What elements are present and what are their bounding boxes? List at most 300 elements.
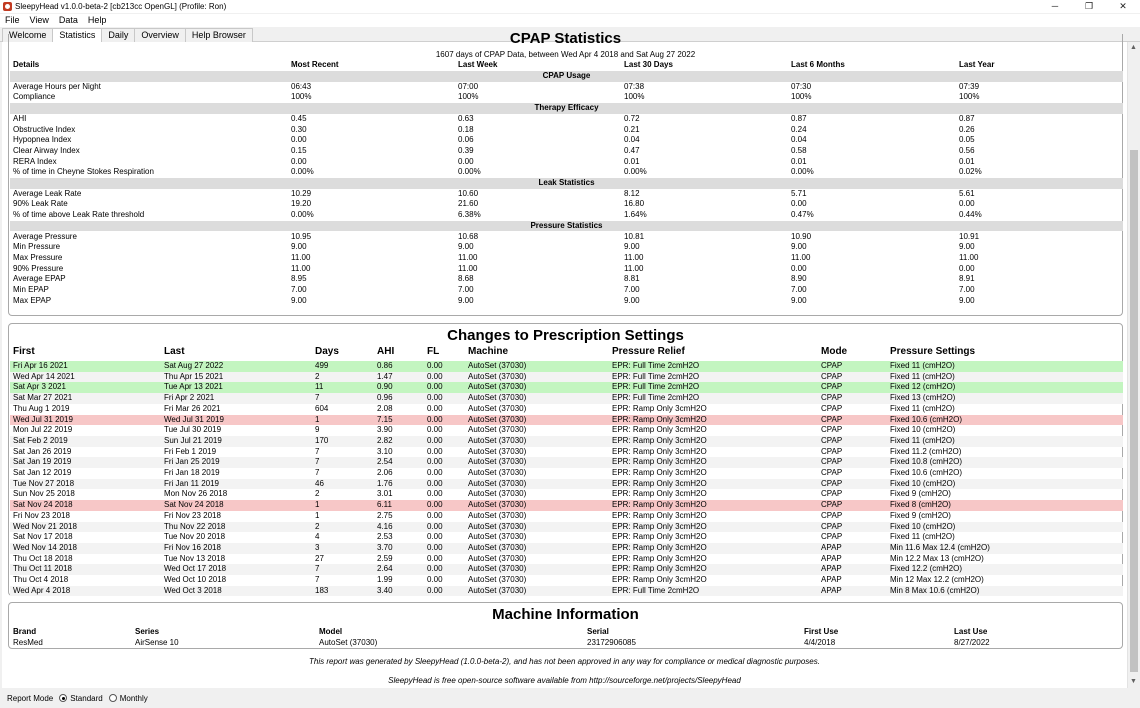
stats-cell: 10.90: [791, 231, 812, 241]
menu-help[interactable]: Help: [87, 15, 107, 25]
machine-data-row: [11, 638, 1122, 648]
stats-cell: Hypopnea Index: [13, 135, 72, 145]
changes-cell: Wed Oct 10 2018: [164, 575, 227, 584]
changes-cell: 3.10: [377, 446, 393, 456]
changes-cell: Fixed 9 (cmH2O): [890, 489, 951, 499]
stats-cell: 7.00: [458, 285, 474, 294]
stats-cell: 100%: [291, 92, 312, 102]
title-bar: [0, 0, 1140, 13]
changes-cell: Wed Oct 17 2018: [164, 564, 227, 574]
stats-cell: 21.60: [458, 199, 479, 209]
changes-cell: 0.00: [427, 510, 443, 520]
stats-cell: 0.04: [791, 135, 807, 145]
menu-view[interactable]: View: [29, 15, 49, 25]
changes-column-header: Pressure Settings: [890, 346, 976, 357]
tab-welcome[interactable]: Welcome: [2, 28, 53, 42]
stats-cell: 07:30: [791, 81, 812, 91]
changes-row: [10, 489, 1123, 500]
changes-column-header: Pressure Relief: [612, 346, 685, 357]
stats-cell: 0.00: [291, 156, 307, 166]
changes-cell: AutoSet (37030): [468, 532, 527, 542]
changes-cell: Tue Apr 13 2021: [164, 382, 223, 392]
changes-cell: Fri Nov 23 2018: [164, 510, 221, 520]
changes-cell: Mon Jul 22 2019: [13, 425, 73, 435]
changes-cell: CPAP: [821, 371, 843, 381]
scroll-up-icon[interactable]: ▲: [1130, 44, 1137, 51]
changes-cell: Thu Apr 15 2021: [164, 371, 224, 381]
stats-cell: 5.71: [791, 188, 807, 198]
changes-cell: AutoSet (37030): [468, 457, 527, 467]
stats-cell: 1.64%: [624, 210, 647, 220]
stats-cell: 0.00: [959, 263, 975, 273]
changes-cell: EPR: Ramp Only 3cmH2O: [612, 542, 707, 552]
changes-cell: Tue Nov 20 2018: [164, 532, 226, 542]
stats-cell: 0.26: [959, 124, 975, 134]
changes-cell: 0.00: [427, 500, 443, 510]
stats-row: [10, 285, 1123, 296]
changes-cell: 2.64: [377, 564, 393, 574]
stats-cell: 100%: [624, 92, 645, 102]
changes-cell: 6.11: [377, 500, 392, 510]
changes-cell: Fixed 10 (cmH2O): [890, 425, 956, 435]
stats-row: [10, 167, 1123, 178]
changes-cell: AutoSet (37030): [468, 403, 527, 413]
radio-monthly[interactable]: [109, 694, 117, 702]
menu-file[interactable]: File: [5, 15, 20, 25]
changes-cell: 0.00: [427, 564, 443, 574]
stats-cell: 9.00: [624, 242, 640, 252]
changes-row: [10, 457, 1123, 468]
changes-row: [10, 522, 1123, 533]
changes-cell: Fri Jan 18 2019: [164, 468, 220, 477]
changes-column-header: Mode: [821, 346, 848, 357]
changes-cell: Wed Oct 3 2018: [164, 585, 222, 595]
changes-cell: 2: [315, 371, 320, 381]
changes-cell: 27: [315, 553, 324, 563]
stats-cell: 10.60: [458, 188, 479, 198]
machine-column-header: First Use: [804, 627, 839, 636]
status-bar: [0, 688, 1140, 708]
radio-standard[interactable]: [59, 694, 67, 702]
stats-cell: % of time in Cheyne Stokes Respiration: [13, 167, 154, 177]
stats-header-row: [11, 60, 1122, 71]
changes-cell: Fixed 10 (cmH2O): [890, 478, 956, 488]
close-icon[interactable]: ✕: [1119, 1, 1127, 11]
stats-cell: 9.00: [291, 295, 307, 305]
stats-cell: 100%: [791, 92, 812, 102]
changes-cell: Min 8 Max 10.6 (cmH2O): [890, 585, 980, 595]
changes-cell: CPAP: [821, 361, 843, 370]
changes-cell: EPR: Ramp Only 3cmH2O: [612, 575, 707, 584]
stats-cell: 8.12: [624, 188, 640, 198]
stats-cell: 0.39: [458, 145, 474, 155]
changes-cell: Sun Jul 21 2019: [164, 435, 222, 445]
changes-cell: Fri Apr 16 2021: [13, 361, 68, 370]
changes-cell: 2.08: [377, 403, 393, 413]
stats-cell: 0.00: [458, 156, 474, 166]
changes-cell: Fixed 13 (cmH2O): [890, 393, 956, 403]
changes-cell: 2.53: [377, 532, 393, 542]
stats-cell: 9.00: [624, 295, 640, 305]
changes-cell: AutoSet (37030): [468, 425, 527, 435]
changes-cell: AutoSet (37030): [468, 553, 527, 563]
changes-row: [10, 479, 1123, 490]
changes-cell: Fixed 11 (cmH2O): [890, 371, 955, 381]
changes-row: [10, 404, 1123, 415]
stats-cell: 11.00: [291, 263, 311, 273]
stats-cell: 7.00: [959, 285, 975, 294]
stats-cell: 0.00%: [791, 167, 814, 177]
stats-cell: Compliance: [13, 92, 56, 102]
changes-cell: 2.59: [377, 553, 393, 563]
stats-cell: 9.00: [458, 295, 474, 305]
changes-cell: EPR: Ramp Only 3cmH2O: [612, 532, 707, 542]
changes-cell: 0.00: [427, 489, 443, 499]
maximize-icon[interactable]: ❐: [1084, 1, 1094, 11]
stats-cell: 0.45: [291, 113, 307, 123]
changes-cell: 0.00: [427, 425, 443, 435]
stats-cell: 6.38%: [458, 210, 481, 220]
machine-header-row: [11, 627, 1122, 637]
changes-cell: 3.90: [377, 425, 393, 435]
stats-cell: 9.00: [959, 242, 975, 252]
changes-cell: EPR: Ramp Only 3cmH2O: [612, 478, 707, 488]
stats-cell: 19.20: [291, 199, 312, 209]
stats-row: [10, 232, 1123, 243]
changes-cell: Sat Jan 12 2019: [13, 468, 72, 477]
changes-cell: 3: [315, 542, 320, 552]
tab-statistics[interactable]: Statistics: [52, 28, 102, 42]
changes-cell: EPR: Ramp Only 3cmH2O: [612, 403, 707, 413]
changes-cell: 0.00: [427, 382, 443, 392]
stats-cell: 0.87: [791, 113, 807, 123]
stats-column-header: Last 30 Days: [624, 60, 673, 69]
stats-cell: 8.81: [624, 274, 640, 284]
stats-cell: 90% Pressure: [13, 263, 64, 273]
changes-cell: Fri Jan 25 2019: [164, 457, 220, 467]
changes-cell: 2.82: [377, 435, 393, 445]
changes-cell: 2.54: [377, 457, 393, 467]
changes-cell: 3.40: [377, 585, 393, 595]
changes-cell: AutoSet (37030): [468, 500, 527, 510]
stats-cell: Clear Airway Index: [13, 145, 80, 155]
stats-cell: 8.91: [959, 274, 975, 284]
vertical-scrollbar[interactable]: [1127, 42, 1139, 688]
changes-cell: Fixed 11 (cmH2O): [890, 403, 955, 413]
changes-cell: Thu Aug 1 2019: [13, 403, 70, 413]
changes-cell: 2.06: [377, 468, 393, 477]
changes-cell: AutoSet (37030): [468, 542, 527, 552]
changes-cell: 2.75: [377, 510, 393, 520]
minimize-icon[interactable]: ─: [1051, 1, 1059, 11]
changes-row: [10, 447, 1123, 458]
stats-cell: 11.00: [959, 252, 979, 262]
window-controls: [1038, 0, 1140, 13]
changes-row: [10, 468, 1123, 479]
changes-cell: Tue Jul 30 2019: [164, 425, 222, 435]
stats-cell: 9.00: [291, 242, 307, 252]
changes-cell: 183: [315, 585, 329, 595]
changes-cell: CPAP: [821, 532, 843, 542]
stats-column-header: Last Year: [959, 60, 995, 69]
stats-cell: 0.00%: [291, 167, 314, 177]
stats-section-header: CPAP Usage: [10, 71, 1123, 82]
stats-cell: 06:43: [291, 81, 312, 91]
stats-cell: 0.15: [291, 145, 307, 155]
changes-cell: AutoSet (37030): [468, 393, 527, 403]
changes-cell: 7: [315, 457, 320, 467]
tab-help-browser[interactable]: Help Browser: [185, 28, 253, 42]
stats-cell: 0.00: [791, 199, 807, 209]
changes-row: [10, 500, 1123, 511]
machine-column-header: Model: [319, 627, 343, 636]
changes-cell: EPR: Ramp Only 3cmH2O: [612, 435, 707, 445]
changes-title: Changes to Prescription Settings: [447, 327, 684, 344]
changes-cell: AutoSet (37030): [468, 489, 527, 499]
stats-cell: 0.18: [458, 124, 474, 134]
changes-column-header: First: [13, 346, 35, 357]
changes-cell: Wed Nov 21 2018: [13, 521, 77, 531]
changes-cell: 0.00: [427, 435, 443, 445]
stats-cell: 0.05: [959, 135, 975, 145]
stats-row: [10, 242, 1123, 253]
stats-cell: 0.00%: [458, 167, 481, 177]
changes-cell: 1.99: [377, 575, 393, 584]
changes-cell: Wed Apr 14 2021: [13, 371, 75, 381]
changes-cell: AutoSet (37030): [468, 371, 527, 381]
stats-cell: 0.02%: [959, 167, 982, 177]
changes-row: [10, 372, 1123, 383]
changes-cell: 46: [315, 478, 324, 488]
stats-section-header: Leak Statistics: [10, 178, 1123, 189]
stats-cell: 8.90: [791, 274, 807, 284]
machine-information-panel: [8, 602, 1123, 649]
machine-cell: ResMed: [13, 638, 43, 647]
stats-cell: 0.56: [959, 145, 975, 155]
changes-cell: EPR: Full Time 2cmH2O: [612, 393, 700, 403]
machine-column-header: Serial: [587, 627, 609, 636]
changes-column-header: Last: [164, 346, 185, 357]
changes-cell: CPAP: [821, 468, 843, 477]
changes-cell: AutoSet (37030): [468, 435, 527, 445]
stats-row: [10, 274, 1123, 285]
changes-cell: 2: [315, 521, 320, 531]
changes-cell: 499: [315, 361, 329, 370]
stats-cell: 0.47%: [791, 210, 814, 220]
changes-cell: APAP: [821, 553, 842, 563]
changes-row: [10, 532, 1123, 543]
changes-cell: 0.96: [377, 393, 393, 403]
changes-cell: EPR: Ramp Only 3cmH2O: [612, 414, 707, 424]
stats-cell: 11.00: [458, 252, 478, 262]
changes-cell: 1: [315, 510, 320, 520]
stats-cell: 07:38: [624, 81, 645, 91]
changes-cell: AutoSet (37030): [468, 382, 527, 392]
changes-cell: Fri Nov 23 2018: [13, 510, 70, 520]
changes-cell: 0.00: [427, 542, 443, 552]
changes-cell: 3.01: [377, 489, 393, 499]
stats-cell: 16.80: [624, 199, 645, 209]
changes-cell: 0.00: [427, 403, 443, 413]
changes-cell: 7: [315, 446, 320, 456]
stats-row: [10, 125, 1123, 136]
changes-row: [10, 543, 1123, 554]
stats-section-header: Pressure Statistics: [10, 221, 1123, 232]
changes-cell: CPAP: [821, 414, 843, 424]
changes-cell: 11: [315, 382, 324, 392]
radio-standard-label[interactable]: Standard: [70, 693, 103, 703]
stats-cell: Min Pressure: [13, 242, 61, 252]
stats-cell: 10.95: [291, 231, 312, 241]
stats-cell: 0.87: [959, 113, 975, 123]
changes-cell: 0.86: [377, 361, 393, 370]
changes-cell: 9: [315, 425, 320, 435]
stats-column-header: Last 6 Months: [791, 60, 845, 69]
stats-row: [10, 92, 1123, 103]
stats-cell: 0.00: [959, 199, 975, 209]
changes-cell: 0.00: [427, 575, 443, 584]
stats-cell: Average EPAP: [13, 274, 66, 284]
stats-row: [10, 189, 1123, 200]
changes-column-header: AHI: [377, 346, 395, 357]
changes-cell: AutoSet (37030): [468, 361, 527, 370]
stats-cell: 0.44%: [959, 210, 982, 220]
changes-cell: 604: [315, 403, 329, 413]
stats-cell: 9.00: [791, 295, 807, 305]
changes-row: [10, 564, 1123, 575]
changes-cell: CPAP: [821, 382, 843, 392]
changes-cell: Fri Mar 26 2021: [164, 403, 221, 413]
changes-cell: 0.90: [377, 382, 393, 392]
changes-cell: APAP: [821, 585, 842, 595]
changes-row: [10, 511, 1123, 522]
stats-cell: 7.00: [291, 285, 307, 294]
changes-cell: Sat Jan 26 2019: [13, 446, 72, 456]
changes-row: [10, 382, 1123, 393]
changes-cell: EPR: Ramp Only 3cmH2O: [612, 553, 707, 563]
changes-cell: Fixed 12 (cmH2O): [890, 382, 956, 392]
changes-cell: EPR: Full Time 2cmH2O: [612, 382, 700, 392]
stats-cell: 0.06: [458, 135, 474, 145]
stats-cell: 100%: [959, 92, 980, 102]
changes-cell: APAP: [821, 575, 842, 584]
scroll-thumb[interactable]: [1130, 150, 1138, 672]
changes-cell: AutoSet (37030): [468, 521, 527, 531]
stats-cell: 0.58: [791, 145, 807, 155]
menu-data[interactable]: Data: [58, 15, 78, 25]
changes-cell: Thu Oct 4 2018: [13, 575, 69, 584]
changes-cell: Tue Nov 27 2018: [13, 478, 75, 488]
changes-cell: 1.47: [377, 371, 393, 381]
changes-cell: 0.00: [427, 371, 443, 381]
changes-cell: AutoSet (37030): [468, 510, 527, 520]
tab-overview[interactable]: Overview: [134, 28, 186, 42]
stats-cell: % of time above Leak Rate threshold: [13, 210, 145, 220]
changes-cell: 0.00: [427, 393, 443, 403]
changes-cell: CPAP: [821, 521, 843, 531]
changes-row: [10, 425, 1123, 436]
stats-cell: Max Pressure: [13, 252, 63, 262]
changes-cell: 0.00: [427, 361, 443, 370]
stats-cell: Average Hours per Night: [13, 81, 101, 91]
scroll-down-icon[interactable]: ▼: [1130, 678, 1137, 685]
stats-section-header: Therapy Efficacy: [10, 103, 1123, 114]
stats-cell: 5.61: [959, 188, 975, 198]
changes-cell: 0.00: [427, 553, 443, 563]
stats-cell: Max EPAP: [13, 295, 52, 305]
changes-cell: CPAP: [821, 478, 843, 488]
machine-cell: 8/27/2022: [954, 638, 990, 647]
changes-cell: EPR: Full Time 2cmH2O: [612, 371, 700, 381]
changes-header-row: [11, 346, 1122, 358]
app-icon: [3, 2, 12, 11]
changes-cell: AutoSet (37030): [468, 414, 527, 424]
stats-cell: 11.00: [458, 263, 478, 273]
changes-row: [10, 361, 1123, 372]
changes-cell: AutoSet (37030): [468, 585, 527, 595]
stats-cell: Average Leak Rate: [13, 188, 82, 198]
changes-cell: AutoSet (37030): [468, 446, 527, 456]
stats-row: [10, 199, 1123, 210]
changes-cell: Sun Nov 25 2018: [13, 489, 75, 499]
changes-cell: Sat Jan 19 2019: [13, 457, 72, 467]
stats-cell: 07:39: [959, 81, 980, 91]
changes-cell: 4.16: [377, 521, 393, 531]
stats-subtitle: 1607 days of CPAP Data, between Wed Apr 4 2018 and Sat Aug 27 2022: [435, 50, 696, 59]
changes-cell: Thu Oct 18 2018: [13, 553, 73, 563]
changes-cell: Fixed 11.2 (cmH2O): [890, 446, 962, 456]
changes-row: [10, 575, 1123, 586]
machine-cell: 4/4/2018: [804, 638, 836, 647]
changes-cell: Fri Nov 16 2018: [164, 542, 221, 552]
changes-cell: 2: [315, 489, 320, 499]
stats-cell: 7.00: [624, 285, 640, 294]
changes-cell: Min 12 Max 12.2 (cmH2O): [890, 575, 984, 584]
changes-cell: Wed Nov 14 2018: [13, 542, 77, 552]
machine-column-header: Brand: [13, 627, 37, 636]
stats-cell: 10.81: [624, 231, 645, 241]
changes-cell: 4: [315, 532, 320, 542]
stats-cell: 8.68: [458, 274, 474, 284]
stats-cell: 100%: [458, 92, 479, 102]
changes-cell: Sat Nov 17 2018: [13, 532, 73, 542]
changes-cell: Sat Aug 27 2022: [164, 361, 224, 370]
changes-cell: 0.00: [427, 468, 443, 477]
changes-cell: 0.00: [427, 446, 443, 456]
changes-cell: Sat Feb 2 2019: [13, 435, 68, 445]
stats-cell: 0.47: [624, 145, 640, 155]
changes-cell: 0.00: [427, 521, 443, 531]
changes-cell: Min 12.2 Max 13 (cmH2O): [890, 553, 984, 563]
changes-cell: 1: [315, 500, 320, 510]
stats-cell: RERA Index: [13, 156, 57, 166]
tab-daily[interactable]: Daily: [101, 28, 135, 42]
changes-cell: 0.00: [427, 585, 443, 595]
machine-cell: 23172906085: [587, 638, 636, 647]
changes-cell: Thu Oct 11 2018: [13, 564, 72, 574]
stats-column-header: Details: [13, 60, 40, 69]
changes-cell: 7: [315, 393, 320, 403]
radio-monthly-label[interactable]: Monthly: [119, 693, 148, 703]
changes-cell: CPAP: [821, 393, 843, 403]
stats-title: CPAP Statistics: [509, 30, 622, 47]
stats-cell: 8.95: [291, 274, 307, 284]
changes-cell: Sat Nov 24 2018: [13, 500, 73, 510]
changes-cell: 0.00: [427, 478, 443, 488]
machine-column-header: Series: [135, 627, 160, 636]
stats-row: [10, 157, 1123, 168]
changes-cell: EPR: Ramp Only 3cmH2O: [612, 446, 707, 456]
